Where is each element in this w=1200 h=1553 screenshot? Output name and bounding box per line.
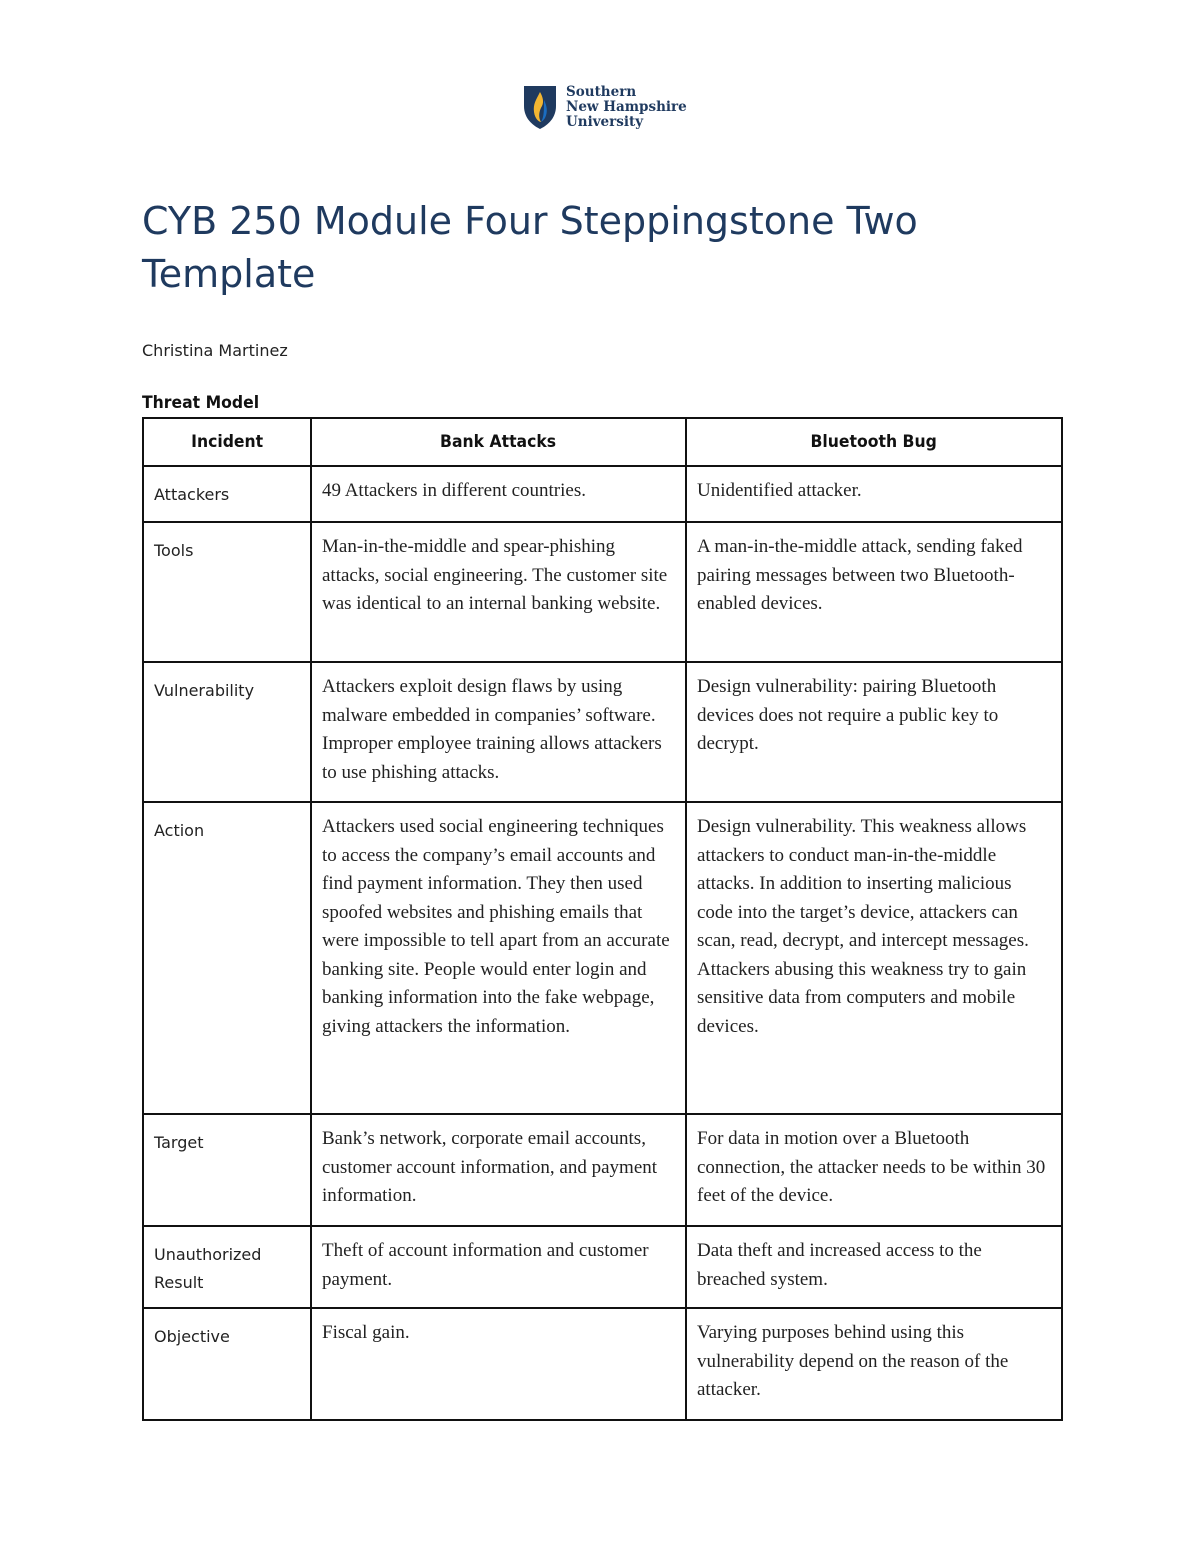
bluetooth-vulnerability-cell: Design vulnerability: pairing Bluetooth devices does not require a public key to decrypt. [686, 662, 1062, 802]
bluetooth-unauthorized-result-cell: Data theft and increased access to the breached system. [686, 1226, 1062, 1308]
bank-action-cell: Attackers used social engineering techniques to access the company’s email accounts and find payment information. They then used spoofed websites and phishing emails that were impossible to tell apart from an accurate banking site. People would enter login and banking information into the fake webpage, giving attackers the information. [311, 802, 686, 1114]
row-label-target: Target [143, 1114, 311, 1226]
shield-flame-icon [522, 84, 558, 130]
logo-line-2: New Hampshire [566, 98, 687, 115]
row-label-unauthorized-result: Unauthorized Result [143, 1226, 311, 1308]
bank-vulnerability-cell: Attackers exploit design flaws by using malware embedded in companies’ software. Improper employee training allows attackers to use phishing attacks. [311, 662, 686, 802]
bluetooth-objective-cell: Varying purposes behind using this vulnerability depend on the reason of the attacker. [686, 1308, 1062, 1420]
bank-unauthorized-result-cell: Theft of account information and customer payment. [311, 1226, 686, 1308]
header-bank-attacks: Bank Attacks [311, 418, 686, 466]
table-row [143, 1226, 1062, 1308]
bluetooth-target-cell: For data in motion over a Bluetooth connection, the attacker needs to be within 30 feet of the device. [686, 1114, 1062, 1226]
bluetooth-tools-cell: A man-in-the-middle attack, sending faked pairing messages between two Bluetooth-enabled devices. [686, 522, 1062, 662]
logo-wordmark [566, 85, 687, 130]
bluetooth-attackers-cell: Unidentified attacker. [686, 466, 1062, 522]
section-heading: Threat Model [142, 393, 260, 413]
bank-tools-cell: Man-in-the-middle and spear-phishing attacks, social engineering. The customer site was identical to an internal banking website. [311, 522, 686, 662]
logo-line-1: Southern [566, 83, 637, 100]
row-label-objective: Objective [143, 1308, 311, 1420]
row-label-attackers: Attackers [143, 466, 311, 522]
table-row [143, 802, 1062, 1114]
threat-model-table [142, 417, 1063, 1421]
bluetooth-action-cell: Design vulnerability. This weakness allows attackers to conduct man-in-the-middle attacks. In addition to inserting malicious code into the target’s device, attackers can scan, read, decrypt, and intercept messages. Attackers abusing this weakness try to gain sensitive data from computers and mobile devices. [686, 802, 1062, 1114]
row-label-tools: Tools [143, 522, 311, 662]
document-title: CYB 250 Module Four Steppingstone Two Template [142, 199, 918, 296]
university-logo [522, 84, 687, 130]
bank-attackers-cell: 49 Attackers in different countries. [311, 466, 686, 522]
table-row [143, 662, 1062, 802]
row-label-vulnerability: Vulnerability [143, 662, 311, 802]
author-name: Christina Martinez [142, 341, 288, 360]
header-bluetooth-bug: Bluetooth Bug [686, 418, 1062, 466]
table-row [143, 522, 1062, 662]
header-incident: Incident [143, 418, 311, 466]
table-row [143, 1114, 1062, 1226]
logo-line-3: University [566, 113, 644, 130]
table-header-row [143, 418, 1062, 466]
row-label-action: Action [143, 802, 311, 1114]
table-row [143, 1308, 1062, 1420]
bank-objective-cell: Fiscal gain. [311, 1308, 686, 1420]
table-row [143, 466, 1062, 522]
bank-target-cell: Bank’s network, corporate email accounts, customer account information, and payment information. [311, 1114, 686, 1226]
